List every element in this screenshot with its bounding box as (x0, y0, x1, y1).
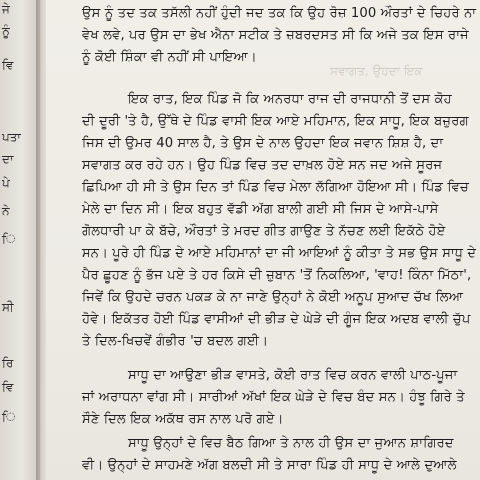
text-line: ਸੌਣੇ ਦਿਲ ਇਕ ਅਕੱਥ ਰਸ ਨਾਲ ਪਰੋ ਗਏ। (82, 412, 284, 427)
text-line: ਉਸ ਨੂੰ ਤਦ ਤਕ ਤਸੱਲੀ ਨਹੀਂ ਹੁੰਦੀ ਜਦ ਤਕ ਕਿ ਉਹ ਰੋਜ਼ 100 ਔਰਤਾਂ ਦੇ ਚਿਹਰੇ ਨਾ (82, 6, 477, 21)
text-line: ਦੀ ਦੂਰੀ 'ਤੇ ਹੈ, ਉੱਥੇ ਦੇ ਪਿੰਡ ਵਾਸੀ ਇਕ ਆਏ ਮਹਿਮਾਨ, ਇਕ ਸਾਧੂ, ਇਕ ਬਜ਼ੁਰਗ (82, 114, 469, 129)
text-line: ਹੋਵੇ। ਇਕੱਤਰ ਹੋਈ ਪਿੰਡ ਵਾਸੀਆਂ ਦੀ ਭੀੜ ਦੇ ਘੇੜੇ ਦੀ ਗੂੰਜ ਇਕ ਅਦਬ ਵਾਲੀ ਚੁੱਪ (82, 312, 471, 327)
left-page-fragment: ਨੂੰ (2, 24, 10, 38)
left-page-fragment: ਦਾ (2, 152, 14, 166)
left-page-fragment: ਪੇ (2, 176, 10, 190)
text-line: ਸਨ। ਪੂਰੇ ਹੀ ਪਿੰਡ ਦੇ ਆਏ ਮਹਿਮਾਨਾਂ ਦਾ ਜੀ ਆਇਆਂ ਨੂੰ ਕੀਤਾ ਤੇ ਸਭ ਉਸ ਸਾਧੂ ਦੇ (82, 246, 477, 261)
text-line: ਗੋਲਧਾਰੀ ਪਾ ਕੇ ਬੱਚੇ, ਔਰਤਾਂ ਤੇ ਮਰਦ ਗੀਤ ਗਾਉਣ ਤੇ ਨੱਚਣ ਲਈ ਇਕੱਠੇ ਹੋਏ (82, 224, 446, 239)
show-through-text: ਸਵਾਗਤ, ਉਹਦਾ ਇਕ (330, 64, 423, 78)
text-line: ਸਵਾਗਤ ਕਰ ਰਹੇ ਹਨ। ਉਹ ਪਿੰਡ ਵਿਚ ਤਦ ਦਾਖ਼ਲ ਹੋਏ ਸਨ ਜਦ ਅਜੇ ਸੂਰਜ (82, 158, 443, 173)
left-page-fragment: ਰਿ (2, 356, 14, 370)
text-line: ਪੈਰ ਛੂਹਣ ਨੂੰ ਭੱਜ ਪਏ ਤੇ ਹਰ ਕਿਸੇ ਦੀ ਜ਼ੁਬਾਨ 'ਤੋਂ ਨਿਕਲਿਆ, 'ਵਾਹ! ਕਿੰਨਾ ਮਿੱਠਾ', (82, 268, 472, 283)
text-line: ਜਾਂ ਅਰਾਧਨਾ ਵਾਂਗ ਸੀ। ਸਾਰੀਆਂ ਅੱਖਾਂ ਇਕ ਘੇੜੇ ਦੇ ਵਿਚ ਬੰਦ ਸਨ। ਹੰਝੂ ਗਿਰੇ ਤੇ (82, 390, 465, 405)
left-page-fragment: ਿ (2, 232, 16, 246)
left-page-fragment: ਿ (2, 410, 16, 424)
left-page-fragment: ਵਿ (2, 380, 14, 394)
left-page-fragment: ਪਤਾ (2, 130, 21, 144)
text-line: ਵੇਖ ਲਵੇ, ਪਰ ਉਸ ਦਾ ਭੇਖ ਐਨਾ ਸਟੀਕ ਤੇ ਜ਼ਬਰਦਸਤ ਸੀ ਕਿ ਅਜੇ ਤਕ ਇਸ ਰਾਜੇ (82, 28, 469, 43)
text-line: ਜਿਵੇਂ ਕਿ ਉਹਦੇ ਚਰਨ ਪਕੜ ਕੇ ਨਾ ਜਾਣੇ ਉਨ੍ਹਾਂ ਨੇ ਕੋਈ ਅਨੂਪ ਸੁਆਦ ਚੱਖ ਲਿਆ (82, 290, 464, 305)
text-line: ਇਕ ਰਾਤ, ਇਕ ਪਿੰਡ ਜੋ ਕਿ ਅਨਰਧਾ ਰਾਜ ਦੀ ਰਾਜਧਾਨੀ ਤੋਂ ਦਸ ਕੋਹ (128, 92, 452, 107)
text-line: ਸਾਧੂ ਉਨ੍ਹਾਂ ਦੇ ਵਿਚ ਬੈਠ ਗਿਆ ਤੇ ਨਾਲ ਹੀ ਉਸ ਦਾ ਜੁਆਨ ਸ਼ਾਗਿਰਦ (128, 436, 454, 451)
text-line: ਸਾਧੂ ਦਾ ਆਉਣਾ ਭੀੜ ਵਾਸਤੇ, ਕੋਈ ਰਾਤ ਵਿਚ ਕਰਨ ਵਾਲੀ ਪਾਠ-ਪੂਜਾ (128, 368, 458, 383)
text-line: ਨੂੰ ਕੋਈ ਸ਼ਿੰਕਾ ਵੀ ਨਹੀਂ ਸੀ ਪਾਇਆ। (82, 50, 257, 65)
text-line: ਜਿਸ ਦੀ ਉਮਰ 40 ਸਾਲ ਹੈ, ਤੇ ਉਸ ਦੇ ਨਾਲ ਉਹਦਾ ਇਕ ਜਵਾਨ ਸ਼ਿਸ਼ ਹੈ, ਦਾ (82, 136, 444, 151)
left-page-fragment: ਨੇ (2, 204, 10, 218)
left-page-fragment: ਜੇ (2, 2, 10, 16)
left-page-fragment: ਵਿ (2, 58, 14, 72)
left-page-fragment: ਸੀ (2, 300, 14, 314)
left-page (0, 0, 40, 480)
text-line: ਛਿਪਿਆ ਹੀ ਸੀ ਤੇ ਉਸ ਦਿਨ ਤਾਂ ਪਿੰਡ ਵਿਚ ਮੇਲਾ ਲੱਗਿਆ ਹੋਇਆ ਸੀ। ਪਿੰਡ ਵਿਚ (82, 180, 469, 195)
text-line: ਤੇ ਦਿਲ-ਖਿਚਵੇਂ ਗੰਭੀਰ 'ਚ ਬਦਲ ਗਈ। (82, 334, 269, 349)
text-line: ਮੇਲੇ ਦਾ ਦਿਨ ਸੀ। ਇਕ ਬਹੁਤ ਵੱਡੀ ਅੱਗ ਬਾਲੀ ਗਈ ਸੀ ਜਿਸ ਦੇ ਆਸੇ-ਪਾਸੇ (82, 202, 439, 217)
text-line: ਵੀ। ਉਨ੍ਹਾਂ ਦੇ ਸਾਹਮਣੇ ਅੱਗ ਬਲਦੀ ਸੀ ਤੇ ਸਾਰਾ ਪਿੰਡ ਹੀ ਸਾਧੂ ਦੇ ਆਲੇ ਦੁਆਲੇ (82, 458, 457, 473)
